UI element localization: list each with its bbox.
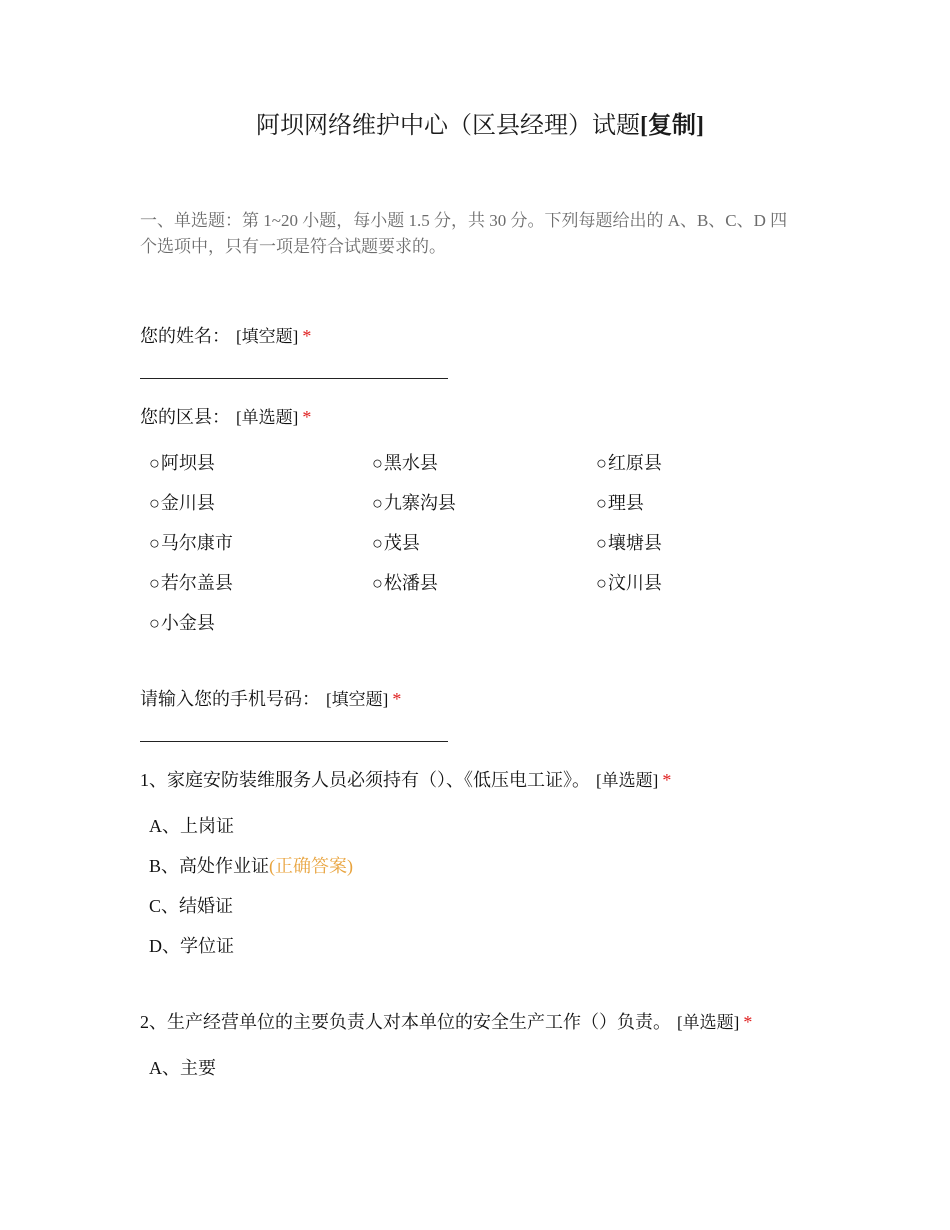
county-option[interactable]	[596, 490, 644, 516]
q1-option-c[interactable]: C、结婚证	[149, 896, 234, 916]
question-type: [单选题]	[236, 408, 299, 427]
option-label: 汶川县	[607, 573, 662, 593]
question-2-label	[140, 1009, 752, 1036]
copy-tag: [复制]	[640, 113, 704, 139]
radio-icon[interactable]: ○	[372, 453, 383, 473]
radio-icon[interactable]: ○	[596, 533, 607, 553]
option-label: 阿坝县	[160, 453, 215, 473]
option-label: 金川县	[160, 493, 215, 513]
radio-icon[interactable]: ○	[596, 453, 607, 473]
option-label: 九寨沟县	[383, 493, 456, 513]
question-text: 请输入您的手机号码：	[140, 689, 320, 709]
county-option[interactable]	[596, 450, 662, 476]
option-label: 红原县	[607, 453, 662, 473]
county-option[interactable]	[372, 450, 438, 476]
radio-icon[interactable]: ○	[149, 573, 160, 593]
question-type: [单选题]	[677, 1013, 740, 1032]
option-label: 理县	[607, 493, 644, 513]
phone-question-label	[140, 686, 401, 713]
option-label: 若尔盖县	[160, 573, 233, 593]
option-label: 小金县	[160, 613, 215, 633]
title-text: 阿坝网络维护中心（区县经理）试题	[256, 113, 640, 139]
option-label: 壤塘县	[607, 533, 662, 553]
question-text: 2、生产经营单位的主要负责人对本单位的安全生产工作（）负责。	[140, 1012, 671, 1032]
required-mark: *	[392, 689, 402, 709]
option-label: B、高处作业证	[149, 856, 270, 876]
q1-option-a[interactable]: A、上岗证	[149, 816, 234, 836]
county-option[interactable]	[149, 450, 215, 476]
question-type: [填空题]	[236, 327, 299, 346]
county-question-label	[140, 404, 311, 431]
radio-icon[interactable]: ○	[372, 573, 383, 593]
option-label: 松潘县	[383, 573, 438, 593]
county-option[interactable]	[149, 490, 215, 516]
q2-option-a[interactable]: A、主要	[149, 1058, 216, 1078]
required-mark: *	[302, 326, 312, 346]
question-text: 您的姓名：	[140, 326, 230, 346]
radio-icon[interactable]: ○	[149, 493, 160, 513]
correct-answer-note: (正确答案)	[269, 856, 354, 876]
question-text: 您的区县：	[140, 407, 230, 427]
q1-option-b[interactable]	[149, 853, 353, 879]
question-1-label	[140, 767, 671, 794]
section-intro: 一、单选题：第 1~20 小题，每小题 1.5 分，共 30 分。下列每题给出的 A、B、C、D 四个选项中，只有一项是符合试题要求的。	[140, 211, 788, 256]
radio-icon[interactable]: ○	[149, 453, 160, 473]
question-type: [单选题]	[596, 771, 659, 790]
name-input[interactable]	[140, 378, 448, 379]
radio-icon[interactable]: ○	[596, 573, 607, 593]
phone-input[interactable]	[140, 741, 448, 742]
option-label: 茂县	[383, 533, 420, 553]
option-label: 马尔康市	[160, 533, 233, 553]
required-mark: *	[302, 407, 312, 427]
radio-icon[interactable]: ○	[372, 533, 383, 553]
radio-icon[interactable]: ○	[149, 613, 160, 633]
question-type: [填空题]	[326, 690, 389, 709]
page-title	[0, 110, 950, 142]
required-mark: *	[662, 770, 672, 790]
option-label: 黑水县	[383, 453, 438, 473]
county-option[interactable]	[149, 530, 233, 556]
required-mark: *	[743, 1012, 753, 1032]
county-option[interactable]	[372, 490, 456, 516]
county-option[interactable]	[149, 610, 215, 636]
q1-option-d[interactable]: D、学位证	[149, 936, 234, 956]
county-option[interactable]	[372, 570, 438, 596]
county-option[interactable]	[596, 570, 662, 596]
radio-icon[interactable]: ○	[372, 493, 383, 513]
radio-icon[interactable]: ○	[149, 533, 160, 553]
question-text: 1、家庭安防装维服务人员必须持有（）、《低压电工证》。	[140, 770, 590, 790]
county-option[interactable]	[372, 530, 420, 556]
radio-icon[interactable]: ○	[596, 493, 607, 513]
county-option[interactable]	[149, 570, 233, 596]
name-question-label	[140, 323, 311, 350]
county-option[interactable]	[596, 530, 662, 556]
